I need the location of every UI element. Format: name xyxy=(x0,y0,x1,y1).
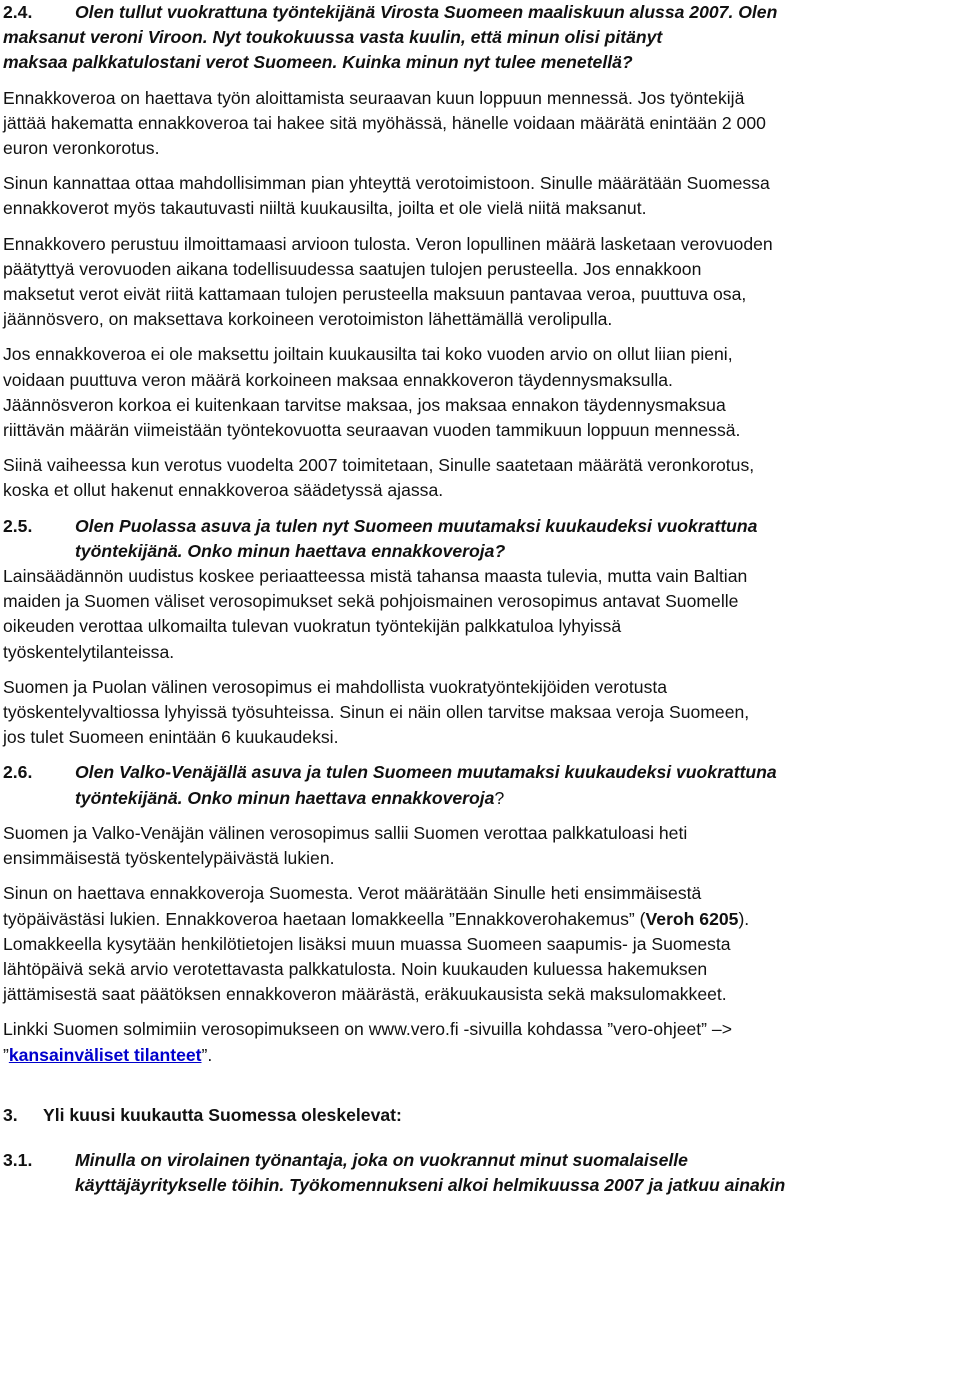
paragraph xyxy=(3,453,956,503)
text-line: Ennakkoveroa on haettava työn aloittamista seuraavan kuun loppuun mennessä. Jos työntekijä xyxy=(3,87,745,108)
text-part: ” xyxy=(3,1044,9,1065)
text-line: työskentelytilanteissa. xyxy=(3,641,175,662)
heading-line xyxy=(75,786,956,811)
heading-3 xyxy=(3,1103,956,1128)
text-line: maksetut verot eivät riitä kattamaan tulojen perusteella maksuun pantavaa veroa, puuttuva osa, xyxy=(3,284,747,305)
paragraph xyxy=(3,675,956,751)
text-line: Siinä vaiheessa kun verotus vuodelta 2007 toimitetaan, Sinulle saatetaan määrätä veronkorotus, xyxy=(3,455,755,476)
text-line: jos tulet Suomeen enintään 6 kuukaudeksi. xyxy=(3,727,339,748)
heading-line: maksanut veroni Viroon. Nyt toukokuussa vasta kuulin, että minun olisi pitänyt xyxy=(3,27,663,48)
text-line: ensimmäisestä työskentelypäivästä lukien. xyxy=(3,848,335,869)
paragraph xyxy=(3,232,956,333)
heading-line: työntekijänä. Onko minun haettava ennakkoveroja? xyxy=(75,540,506,561)
text-line: riittävän määrän viimeistään työntekovuotta seuraavan vuoden tammikuun loppuun mennessä. xyxy=(3,420,741,441)
text-line: ennakkoverot myös takautuvasti niiltä kuukausilta, joilta et ole vielä niitä maksanut. xyxy=(3,198,647,219)
text-line: Jäännösveron korkoa ei kuitenkaan tarvitse maksaa, jos maksaa ennakon täydennysmaksua xyxy=(3,394,726,415)
text-line: Ennakkovero perustuu ilmoittamaasi arvioon tulosta. Veron lopullinen määrä lasketaan verovuoden xyxy=(3,233,773,254)
text-line: oikeuden verottaa ulkomailta tulevan vuokratun työntekijän palkkatuloa lyhyissä xyxy=(3,616,622,637)
text-line: lähtöpäivä sekä arvio verotettavasta palkkatulosta. Noin kuukauden kuluessa hakemuksen xyxy=(3,958,708,979)
heading-title: Yli kuusi kuukautta Suomessa oleskelevat: xyxy=(43,1104,402,1125)
text-line: Lainsäädännön uudistus koskee periaatteessa mistä tahansa maasta tulevia, mutta vain Baltian xyxy=(3,566,748,587)
text-line: Suomen ja Valko-Venäjän välinen verosopimus sallii Suomen verottaa palkkatuloasi heti xyxy=(3,822,688,843)
heading-number: 3.1. xyxy=(3,1150,33,1171)
paragraph xyxy=(3,881,956,1007)
text-line: euron veronkorotus. xyxy=(3,138,160,159)
text-part: ). xyxy=(738,908,750,929)
text-part: ”. xyxy=(201,1044,213,1065)
text-line: Sinun on haettava ennakkoveroja Suomesta. Verot määrätään Sinulle heti ensimmäisestä xyxy=(3,883,702,904)
text-line: maiden ja Suomen väliset verosopimukset sekä pohjoismainen verosopimus antavat Suomelle xyxy=(3,591,739,612)
heading-number: 2.4. xyxy=(3,2,33,22)
text-line: voidaan puuttuva veron määrä korkoineen maksaa ennakkoveron täydennysmaksulla. xyxy=(3,369,673,390)
text-line: päätyttyä verovuoden aikana todellisuudessa saatujen tulojen perusteella. Jos ennakkoon xyxy=(3,258,702,279)
kansainvaliset-tilanteet-link[interactable]: kansainväliset tilanteet xyxy=(8,1044,202,1065)
paragraph xyxy=(3,821,956,871)
text-line: jättää hakematta ennakkoveroa tai hakee sitä myöhässä, hänelle voidaan määrätä enintään 2 000 xyxy=(3,112,766,133)
text-line: Jos ennakkoveroa ei ole maksettu joiltain kuukausilta tai koko vuoden arvio on ollut liian pieni, xyxy=(3,344,733,365)
heading-number: 2.6. xyxy=(3,762,33,783)
heading-line: käyttäjäyritykselle töihin. Työkomennukseni alkoi helmikuussa 2007 ja jatkuu ainakin xyxy=(75,1175,786,1196)
heading-line: Olen Valko-Venäjällä asuva ja tulen Suomeen muutamaksi kuukaudeksi vuokrattuna xyxy=(75,762,777,783)
text-line: Linkki Suomen solmimiin verosopimukseen on www.vero.fi -sivuilla kohdassa ”vero-ohjeet” –> xyxy=(3,1019,732,1040)
heading-3-1 xyxy=(3,1148,956,1198)
text-line: koska et ollut hakenut ennakkoveroa säädetyssä ajassa. xyxy=(3,480,444,501)
text-line: jäännösvero, on maksettava korkoineen verotoimiston lähettämällä verolipulla. xyxy=(3,309,613,330)
heading-line: maksaa palkkatulostani verot Suomeen. Kuinka minun nyt tulee menetellä? xyxy=(3,52,633,73)
text-part: työpäivästäsi lukien. Ennakkoveroa haetaan lomakkeella ”Ennakkoverohakemus” ( xyxy=(3,908,646,929)
text-line xyxy=(3,1043,956,1068)
heading-line: Olen tullut vuokrattuna työntekijänä Virosta Suomeen maaliskuun alussa 2007. Olen xyxy=(75,2,778,22)
text-line: Suomen ja Puolan välinen verosopimus ei mahdollista vuokratyöntekijöiden verotusta xyxy=(3,676,668,697)
heading-number: 2.5. xyxy=(3,515,33,536)
heading-question-mark: ? xyxy=(494,787,505,808)
heading-2-6 xyxy=(3,760,956,810)
heading-line-part: työntekijänä. Onko minun haettava ennakkoveroja xyxy=(75,787,495,808)
heading-line: Olen Puolassa asuva ja tulen nyt Suomeen muutamaksi kuukaudeksi vuokrattuna xyxy=(75,515,758,536)
text-line: Lomakkeella kysytään henkilötietojen lisäksi muun muassa Suomeen saapumis- ja Suomesta xyxy=(3,933,731,954)
text-line: työskentelyvaltiossa lyhyissä työsuhteissa. Sinun ei näin ollen tarvitse maksaa veroja Suomeen, xyxy=(3,702,750,723)
text-line: jättämisestä saat päätöksen ennakkoveron määrästä, eräkuukausista sekä maksulomakkeet. xyxy=(3,984,727,1005)
heading-2-4 xyxy=(3,0,956,25)
paragraph xyxy=(3,86,956,162)
text-line: Sinun kannattaa ottaa mahdollisimman pian yhteyttä verotoimistoon. Sinulle määrätään Suomessa xyxy=(3,173,770,194)
text-line xyxy=(3,907,956,932)
paragraph xyxy=(3,342,956,443)
paragraph xyxy=(3,564,956,665)
heading-line: Minulla on virolainen työnantaja, joka on vuokrannut minut suomalaiselle xyxy=(75,1150,688,1171)
heading-number: 3. xyxy=(3,1104,18,1125)
form-code: Veroh 6205 xyxy=(645,908,739,929)
paragraph xyxy=(3,171,956,221)
paragraph xyxy=(3,1017,956,1067)
heading-2-5 xyxy=(3,514,956,564)
